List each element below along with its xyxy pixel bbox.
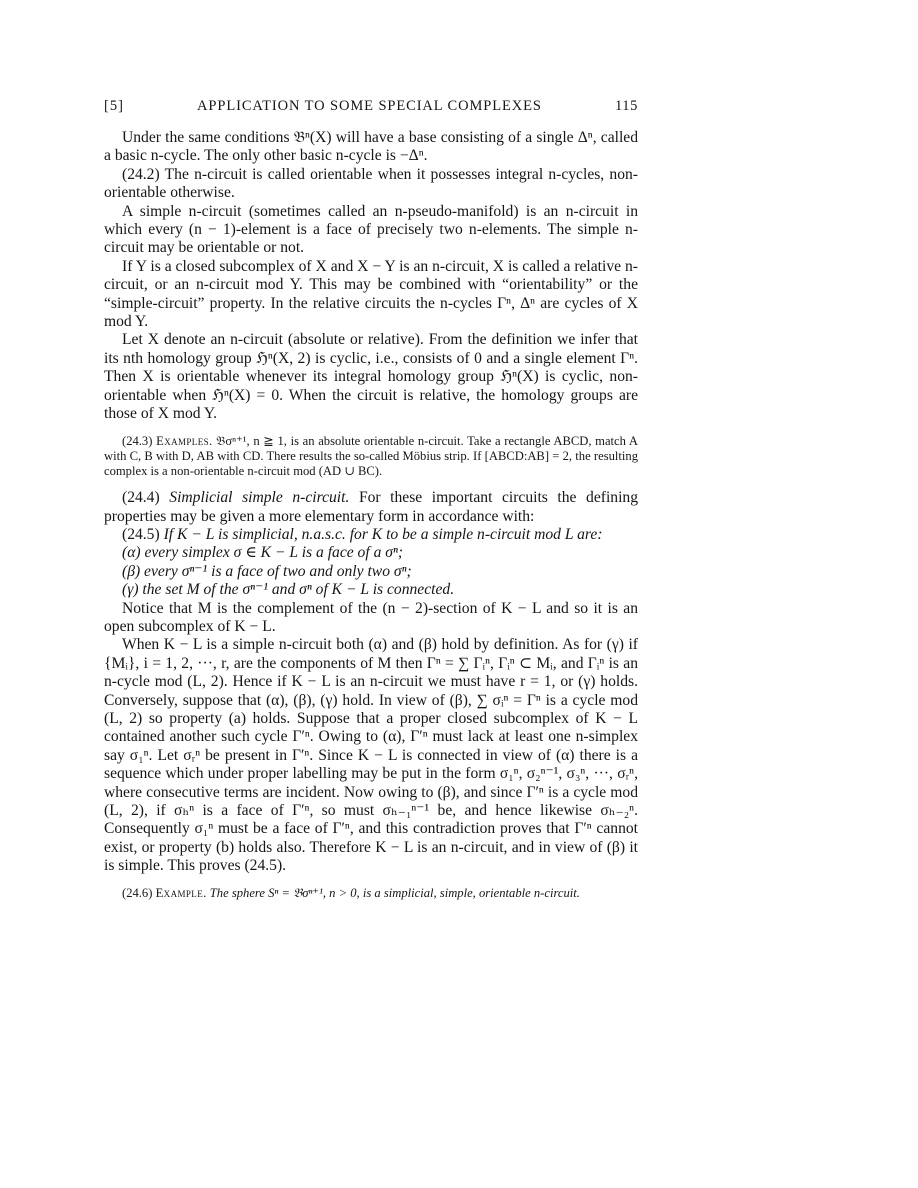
page-number: 115 <box>614 98 638 114</box>
paragraph-title: Simplicial simple n-circuit. <box>169 489 350 507</box>
paragraph-text: The n-circuit is called orientable when it possesses integral n-cycles, non-orientable otherwise. <box>104 165 638 202</box>
paragraph-basic-cycle: Under the same conditions 𝔅ⁿ(X) will have a base consisting of a single Δⁿ, called a basic n-cycle. The only other basic n-cycle is −Δⁿ. <box>104 129 638 165</box>
condition-beta-text: (β) every σⁿ⁻¹ is a face of two and only two σⁿ; <box>122 562 412 580</box>
theorem-number: (24.5) <box>122 525 160 543</box>
paragraph-orientable <box>104 166 638 203</box>
condition-gamma-text: (γ) the set M of the σⁿ⁻¹ and σⁿ of K − L is connected. <box>122 581 455 599</box>
condition-alpha <box>104 544 638 562</box>
paragraph-text: For these important circuits the defining properties may be given a more elementary form in accordance with: <box>104 489 639 525</box>
condition-gamma <box>104 581 638 599</box>
theorem-statement <box>104 526 638 544</box>
condition-beta <box>104 563 638 581</box>
examples-text: 𝔅σⁿ⁺¹, n ≧ 1, is an absolute orientable n-circuit. Take a rectangle ABCD, match A with C, B with D, AB with CD. There results the so-called Möbius strip. If [ABCD:AB] = 2, the resulting complex is a non-orientable n-circuit mod (AD ∪ BC). <box>104 433 638 478</box>
example-label: Example. <box>155 885 207 900</box>
paragraph-proof: When K − L is a simple n-circuit both (α) and (β) hold by definition. As for (γ) if {Mᵢ}, i = 1, 2, ···, r, are the components of M then Γⁿ = ∑ Γᵢⁿ, Γᵢⁿ ⊂ Mᵢ, and Γᵢⁿ is an n-cycle mod (L, 2). Hence if K − L is an n-circuit we must have r = 1, or (γ) holds. Conversely, suppose that (α), (β), (γ) hold. In view of (β), ∑ σᵢⁿ = Γⁿ is a cycle mod (L, 2) so property (a) holds. Suppose that a proper closed subcomplex of K − L contained another such cycle Γ′ⁿ. Owing to (α), Γ′ⁿ must lack at least one n-simplex say σ₁ⁿ. Let σᵣⁿ be present in Γ′ⁿ. Since K − L is connected in view of (α) there is a sequence which under proper labelling may be put in the form σ₁ⁿ, σ₂ⁿ⁻¹, σ₃ⁿ, ···, σᵣⁿ, where consecutive terms are incident. Now owing to (β), and since Γ′ⁿ is a cycle mod (L, 2), if σₕⁿ is a face of Γ′ⁿ, so must σₕ₋₁ⁿ⁻¹ be, and hence likewise σₕ₋₂ⁿ. Consequently σ₁ⁿ must be a face of Γ′ⁿ, and this contradiction proves that Γ′ⁿ cannot exist, or property (b) holds also. Therefore K − L is an n-circuit, and in view of (β) it is simple. This proves (24.5). <box>104 636 638 875</box>
example-text: The sphere Sⁿ = 𝔅σⁿ⁺¹, n > 0, is a simplicial, simple, orientable n-circuit. <box>209 885 580 900</box>
example-sphere <box>104 886 638 901</box>
paragraph-homology: Let X denote an n-circuit (absolute or relative). From the definition we infer that its nth homology group ℌⁿ(X, 2) is cyclic, i.e., consists of 0 and a single element Γⁿ. Then X is orientable whenever its integral homology group ℌⁿ(X) is cyclic, non-orientable when ℌⁿ(X) = 0. When the circuit is relative, the homology groups are those of X mod Y. <box>104 331 638 423</box>
paragraph-number: (24.2) <box>122 165 160 183</box>
section-marker: [5] <box>104 98 124 114</box>
paragraph-relative-circuit: If Y is a closed subcomplex of X and X − Y is an n-circuit, X is called a relative n-circuit, or an n-circuit mod Y. This may be combined with “orientability” or the “simple-circuit” property. In the relative circuits the n-cycles Γⁿ, Δⁿ are cycles of X mod Y. <box>104 257 638 331</box>
condition-alpha-text: (α) every simplex σ ∈ K − L is a face of a σⁿ; <box>122 544 404 562</box>
theorem-text: If K − L is simplicial, n.a.s.c. for K to be a simple n-circuit mod L are: <box>163 525 603 543</box>
examples-paragraph <box>104 434 638 480</box>
paragraph-number: (24.3) <box>122 433 153 448</box>
paragraph-number: (24.4) <box>122 489 160 507</box>
examples-label: Examples. <box>156 433 213 448</box>
paragraph-number: (24.6) <box>122 885 153 900</box>
running-title: APPLICATION TO SOME SPECIAL COMPLEXES <box>197 98 542 114</box>
running-header <box>104 98 638 115</box>
paragraph-simplicial-simple <box>104 489 638 526</box>
paragraph-simple-circuit: A simple n-circuit (sometimes called an n-pseudo-manifold) is an n-circuit in which every (n − 1)-element is a face of precisely two n-elements. The simple n-circuit may be orientable or not. <box>104 202 638 257</box>
paragraph-complement: Notice that M is the complement of the (n − 2)-section of K − L and so it is an open subcomplex of K − L. <box>104 599 638 635</box>
book-page <box>104 98 638 911</box>
